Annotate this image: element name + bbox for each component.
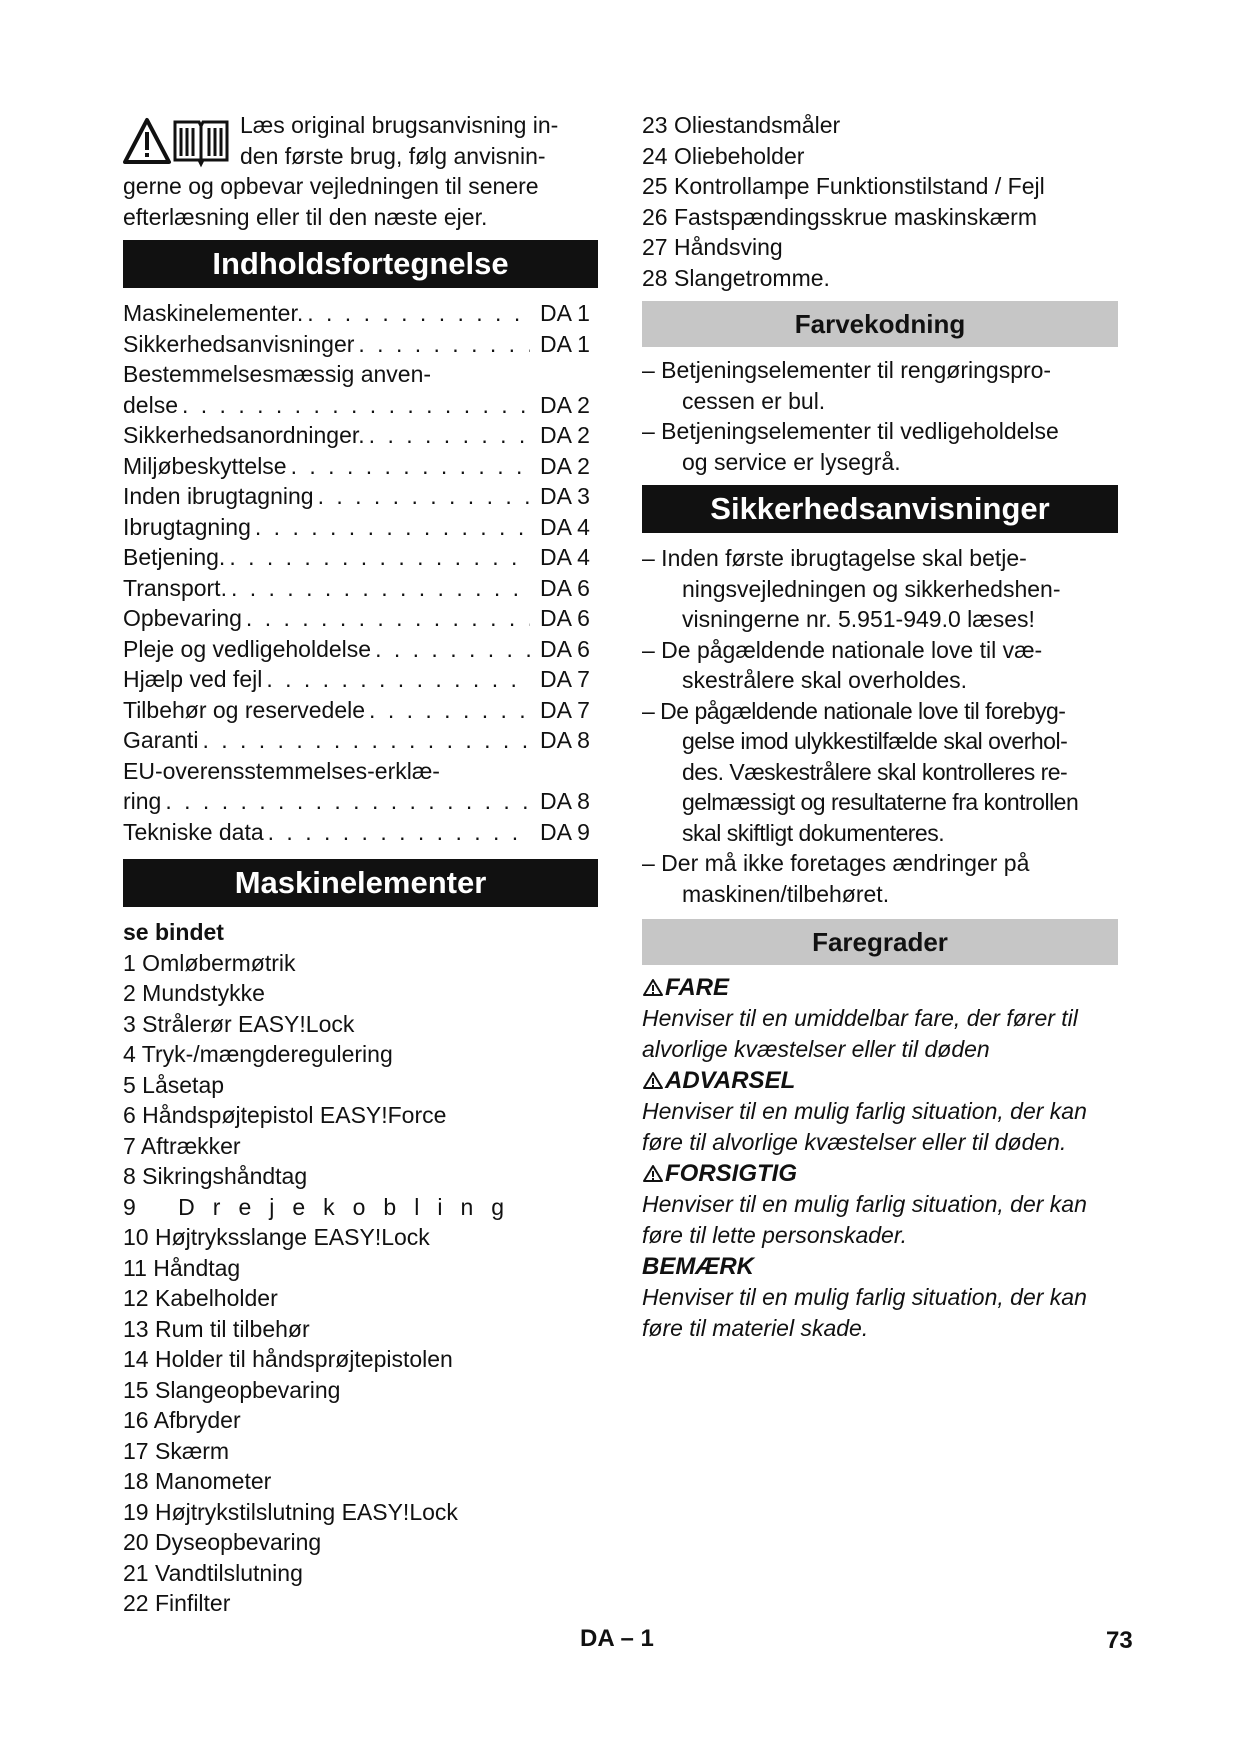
toc-entry-page: DA 6: [540, 605, 590, 631]
machine-element-item: 18 Manometer: [123, 1468, 272, 1494]
toc-entry-label: Sikkerhedsanvisninger: [123, 330, 355, 357]
left-column: [123, 110, 598, 1619]
toc-entry: [123, 634, 598, 665]
warning-triangle-icon: [642, 1071, 664, 1090]
toc-entry: [123, 298, 598, 329]
machine-element-item: 6 Håndspøjtepistol EASY!Force: [123, 1102, 447, 1128]
toc-entry: [123, 603, 598, 634]
toc-entry-label: Garanti: [123, 727, 199, 753]
right-column: [642, 110, 1118, 1343]
intro-notice: [123, 110, 598, 232]
machine-element-item: 17 Skærm: [123, 1437, 230, 1464]
hazard-level-title: [642, 973, 1118, 1003]
toc-entry-label: Sikkerhedsanordninger.: [123, 422, 365, 448]
toc-entry-label-start: EU-overensstemmelses-erklæ-: [123, 757, 440, 784]
page-number: 73: [1106, 1627, 1133, 1654]
toc-entry-label: Ibrugtagning: [123, 513, 251, 540]
intro-line: gerne og opbevar vejledningen til senere: [123, 173, 539, 199]
toc-entry: [123, 573, 598, 604]
toc-leader-dots: [264, 817, 530, 848]
toc-leader-dots: [262, 664, 530, 695]
intro-line: den første brug, følg anvisnin-: [240, 142, 546, 169]
hazard-levels: [642, 973, 1118, 1343]
toc-entry: [123, 481, 598, 512]
toc-leader-dots: [225, 542, 530, 573]
toc-entry-page: DA 1: [540, 330, 590, 357]
toc-entry-label: Transport.: [123, 574, 227, 601]
hazard-level-description: Henviser til en mulig farlig situation, der kan føre til materiel skade.: [642, 1284, 1087, 1341]
toc-leader-dots: [198, 725, 530, 756]
machine-element-item: 24 Oliebeholder: [642, 142, 805, 169]
machine-element-item: 22 Finfilter: [123, 1590, 231, 1616]
toc-entry-label: Opbevaring: [123, 605, 242, 631]
machine-element-item: 3 Strålerør EASY!Lock: [123, 1010, 355, 1037]
toc-entry-page: DA 8: [540, 788, 590, 814]
toc-entry-label: Tekniske data: [123, 818, 264, 845]
machine-elements-list: [123, 948, 598, 1619]
machine-element-item: 9 Drejekobling: [123, 1193, 523, 1220]
machine-element-item: 1 Omløbermøtrik: [123, 949, 296, 976]
toc-leader-dots: [251, 512, 530, 543]
hazard-level-title: [642, 1066, 1118, 1096]
toc-entry-label: ring: [123, 788, 162, 814]
machine-element-item: 7 Aftrækker: [123, 1132, 241, 1159]
toc-entry-label: Tilbehør og reservedele: [123, 696, 366, 723]
toc-entry: [123, 664, 598, 695]
hazard-level-description: Henviser til en umiddelbar fare, der fører til alvorlige kvæstelser eller til døden: [642, 1005, 1078, 1062]
intro-line: Læs original brugsanvisning in-: [240, 112, 559, 138]
machine-element-item: 10 Højtryksslange EASY!Lock: [123, 1224, 430, 1250]
warning-triangle-icon: [125, 120, 169, 162]
open-book-icon: [175, 122, 227, 164]
toc-entry-page: DA 4: [540, 513, 590, 540]
toc-entry: [123, 695, 598, 726]
machine-element-item: 2 Mundstykke: [123, 980, 265, 1006]
safety-item: – Inden første ibrugtagelse skal betje- ningsvejledningen og sikkerhedshen- visningerne nr. 5.951-949.0 læses!: [642, 545, 1061, 632]
toc-entry: [123, 420, 598, 451]
hazard-level-title: [642, 1252, 1118, 1282]
machine-element-item: 14 Holder til håndsprøjtepistolen: [123, 1346, 453, 1372]
toc-entry-label: delse: [123, 391, 178, 418]
toc-entry-page: DA 3: [540, 483, 590, 509]
toc-entry-page: DA 9: [540, 818, 590, 845]
machine-element-item: 12 Kabelholder: [123, 1285, 278, 1311]
toc-leader-dots: [303, 298, 530, 329]
hazard-level-name: ADVARSEL: [665, 1067, 796, 1094]
machine-element-item: 28 Slangetromme.: [642, 264, 830, 291]
toc-entry-label: Hjælp ved fejl: [123, 666, 263, 692]
toc-entry-page: DA 4: [540, 544, 590, 570]
machine-element-item: 5 Låsetap: [123, 1071, 225, 1098]
toc-entry: [123, 725, 598, 756]
hazard-levels-heading: Faregrader: [642, 919, 1118, 965]
machine-elements-heading: Maskinelementer: [123, 859, 598, 907]
toc-leader-dots: [314, 481, 530, 512]
toc-entry-label: Miljøbeskyttelse: [123, 452, 287, 479]
toc-leader-dots: [161, 786, 530, 817]
machine-element-item: 25 Kontrollampe Funktionstilstand / Fejl: [642, 173, 1045, 199]
toc-entry-page: DA 7: [540, 666, 590, 692]
toc-entry-page: DA 1: [540, 300, 590, 326]
toc-leader-dots: [354, 329, 530, 360]
toc-entry-page: DA 2: [540, 422, 590, 448]
section-page-label: DA – 1: [580, 1625, 654, 1652]
toc-entry-page: DA 2: [540, 391, 590, 418]
toc-entry-label: Betjening.: [123, 544, 226, 570]
machine-element-item: 15 Slangeopbevaring: [123, 1376, 341, 1403]
toc-entry: [123, 329, 598, 360]
hazard-level-description: Henviser til en mulig farlig situation, der kan føre til lette personskader.: [642, 1191, 1087, 1248]
toc-entry-page: DA 7: [540, 696, 590, 723]
toc-entry: [123, 390, 598, 421]
toc-entry-label-start: Bestemmelsesmæssig anven-: [123, 361, 432, 387]
toc-entry: [123, 542, 598, 573]
toc-entry-label: Inden ibrugtagning: [123, 483, 314, 509]
safety-item: – De pågældende nationale love til væ- skestrålere skal overholdes.: [642, 636, 1043, 693]
machine-element-item: 23 Oliestandsmåler: [642, 112, 841, 138]
hazard-level-name: FARE: [665, 974, 730, 1001]
toc-leader-dots: [287, 451, 530, 482]
color-coding-heading: Farvekodning: [642, 301, 1118, 347]
machine-element-item: 13 Rum til tilbehør: [123, 1315, 310, 1342]
toc-heading: Indholdsfortegnelse: [123, 240, 598, 288]
toc-entry-page: DA 6: [540, 574, 590, 601]
machine-element-item: 26 Fastspændingsskrue maskinskærm: [642, 203, 1037, 230]
toc-leader-dots: [178, 390, 530, 421]
toc-leader-dots: [371, 634, 530, 665]
toc-entry-page: DA 2: [540, 452, 590, 479]
toc-entry-label: Maskinelementer.: [123, 300, 304, 326]
warning-triangle-icon: [642, 978, 664, 997]
toc-entry-page: DA 8: [540, 727, 590, 753]
color-coding-item: – Betjeningselementer til vedligeholdelse og service er lysegrå.: [642, 418, 1059, 475]
machine-element-item: 27 Håndsving: [642, 234, 783, 260]
machine-element-item: 8 Sikringshåndtag: [123, 1163, 308, 1189]
toc-leader-dots: [227, 573, 530, 604]
machine-element-item: 11 Håndtag: [123, 1254, 241, 1281]
intro-line: efterlæsning eller til den næste ejer.: [123, 203, 488, 230]
hazard-level-description: Henviser til en mulig farlig situation, der kan føre til alvorlige kvæstelser eller til døden.: [642, 1098, 1087, 1155]
color-coding-list: [642, 355, 1118, 477]
toc-entry-page: DA 6: [540, 635, 590, 662]
toc-entry: [123, 817, 598, 848]
hazard-level-name: BEMÆRK: [642, 1253, 754, 1280]
warning-triangle-icon: [642, 1164, 664, 1183]
toc-entry: [123, 451, 598, 482]
toc-leader-dots: [365, 420, 530, 451]
machine-element-item: 21 Vandtilslutning: [123, 1559, 303, 1586]
machine-elements-list-continued: [642, 110, 1118, 293]
see-bound-label: se bindet: [123, 919, 224, 945]
safety-item: – Der må ikke foretages ændringer på maskinen/tilbehøret.: [642, 850, 1030, 907]
toc-entry: [123, 786, 598, 817]
table-of-contents: [123, 298, 598, 847]
safety-item: – De pågældende nationale love til forebyg- gelse imod ulykkestilfælde skal overhol- des. Væskestrålere skal kontrolleres re- gelmæssigt og resultaterne fra kontrollen skal skiftligt dokumenteres.: [642, 697, 1079, 846]
machine-element-item: 16 Afbryder: [123, 1407, 241, 1433]
toc-leader-dots: [365, 695, 530, 726]
safety-list: [642, 543, 1118, 909]
warning-and-manual-icons: [123, 114, 231, 170]
hazard-level-name: FORSIGTIG: [665, 1160, 797, 1187]
toc-entry-label: Pleje og vedligeholdelse: [123, 635, 372, 662]
machine-element-item: 4 Tryk-/mængderegulering: [123, 1041, 393, 1067]
hazard-level-title: [642, 1159, 1118, 1189]
safety-heading: Sikkerhedsanvisninger: [642, 485, 1118, 533]
toc-entry: [123, 512, 598, 543]
color-coding-item: – Betjeningselementer til rengøringspro- cessen er bul.: [642, 357, 1052, 414]
machine-element-item: 19 Højtrykstilslutning EASY!Lock: [123, 1498, 458, 1525]
toc-leader-dots: [242, 603, 530, 634]
machine-element-item: 20 Dyseopbevaring: [123, 1529, 322, 1555]
